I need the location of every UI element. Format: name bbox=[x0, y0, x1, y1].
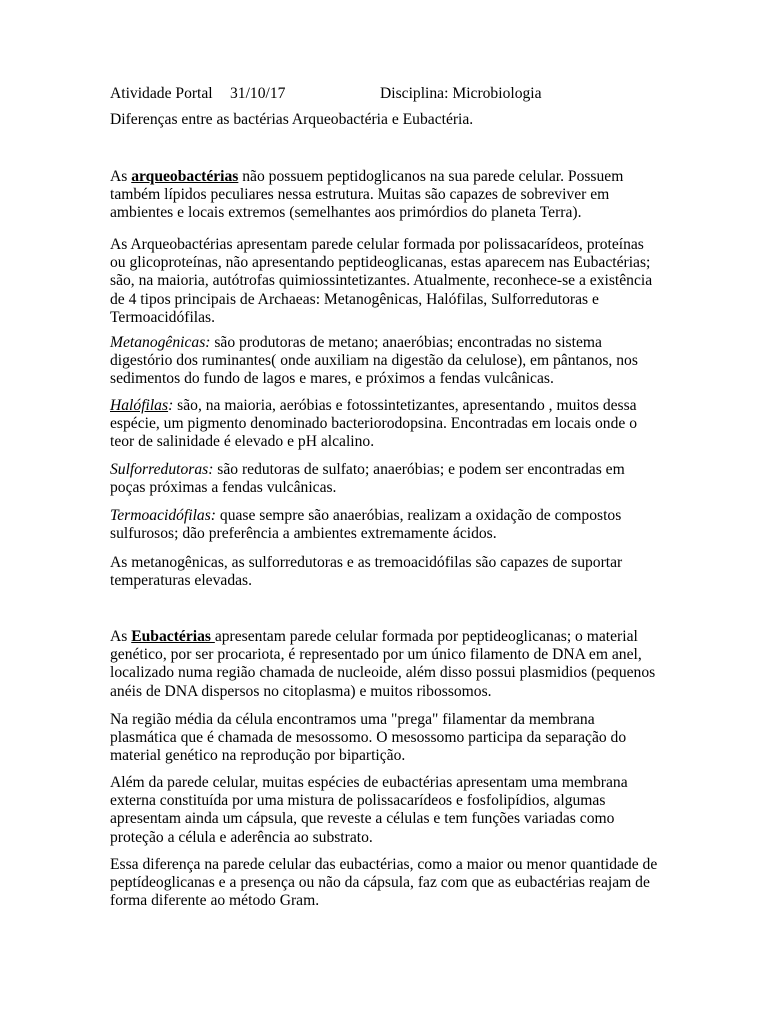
term-termoacidofilas: Termoacidófilas: bbox=[110, 507, 216, 524]
paragraph-metodo-gram: Essa diferença na parede celular das eubactérias, como a maior ou menor quantidade de peptídeoglicanas e a presença ou não da cápsula, faz com que as eubactérias reajam de forma diferente ao método Gram. bbox=[110, 856, 658, 910]
term-halofilas: Halófilas bbox=[110, 397, 169, 414]
paragraph-sulforredutoras: Sulforredutoras: são redutoras de sulfato; anaeróbias; e podem ser encontradas em poças próximas a fendas vulcânicas. bbox=[110, 461, 625, 497]
paragraph-termoacidofilas: Termoacidófilas: quase sempre são anaeróbias, realizam a oxidação de compostos sulfurosos; dão preferência a ambientes extremamente ácidos. bbox=[110, 507, 622, 543]
discipline-label: Disciplina: Microbiologia bbox=[380, 85, 542, 102]
paragraph-halofilas: Halófilas: são, na maioria, aeróbias e fotossintetizantes, apresentando , muitos dessa espécie, um pigmento denominado bacteriorodopsina. Encontradas em locais onde o teor de salinidade é elevado e pH alcalino. bbox=[110, 397, 637, 451]
term-eubacterias: Eubactérias bbox=[131, 628, 215, 645]
term-arqueobacterias: arqueobactérias bbox=[131, 168, 239, 185]
activity-label: Atividade Portal bbox=[110, 85, 213, 102]
term-sulforredutoras: Sulforredutoras: bbox=[110, 461, 214, 478]
paragraph-mesossomo: Na região média da célula encontramos uma "prega" filamentar da membrana plasmática que é chamada de mesossomo. O mesossomo participa da separação do material genético na reprodução por bipartição. bbox=[110, 711, 627, 765]
paragraph-metanogenicas: Metanogênicas: são produtoras de metano; anaeróbias; encontradas no sistema digestório dos ruminantes( onde auxiliam na digestão da celulose), em pântanos, nos sedimentos do fundo de lagos e mares, e próximos a fendas vulcânicas. bbox=[110, 334, 638, 388]
term-metanogenicas: Metanogênicas: bbox=[110, 334, 211, 351]
paragraph-eubacterias-intro: As Eubactérias apresentam parede celular formada por peptideoglicanas; o material genético, por ser procariota, é representado por um único filamento de DNA em anel, localizado numa região chamada de nucleoide, além disso possui plasmidios (pequenos anéis de DNA dispersos no citoplasma) e muitos ribossomos. bbox=[110, 628, 656, 700]
paragraph-membrana-externa: Além da parede celular, muitas espécies de eubactérias apresentam uma membrana externa constituída por uma mistura de polissacarídeos e fosfolipídios, algumas apresentam ainda um cápsula, que reveste a células e tem funções variadas como proteção a célula e aderência ao substrato. bbox=[110, 774, 628, 846]
activity-date: 31/10/17 bbox=[230, 85, 286, 102]
paragraph-archaea-intro: As arqueobactérias não possuem peptidoglicanos na sua parede celular. Possuem também lípidos peculiares nessa estrutura. Muitas são capazes de sobreviver em ambientes e locais extremos (semelhantes aos primórdios do planeta Terra). bbox=[110, 168, 624, 222]
paragraph-archaea-wall: As Arqueobactérias apresentam parede celular formada por polissacarídeos, proteínas ou glicoproteínas, não apresentando peptideoglicanas, estas aparecem nas Eubactérias; são, na maioria, autótrofas quimiossintetizantes. Atualmente, reconhece-se a existência de 4 tipos principais de Archaeas: Metanogênicas, Halófilas, Sulforredutoras e Termoacidófilas. bbox=[110, 236, 653, 326]
paragraph-temperaturas: As metanogênicas, as sulforredutoras e as tremoacidófilas são capazes de suportar temperaturas elevadas. bbox=[110, 554, 623, 590]
document-subtitle: Diferenças entre as bactérias Arqueobactéria e Eubactéria. bbox=[110, 111, 474, 128]
